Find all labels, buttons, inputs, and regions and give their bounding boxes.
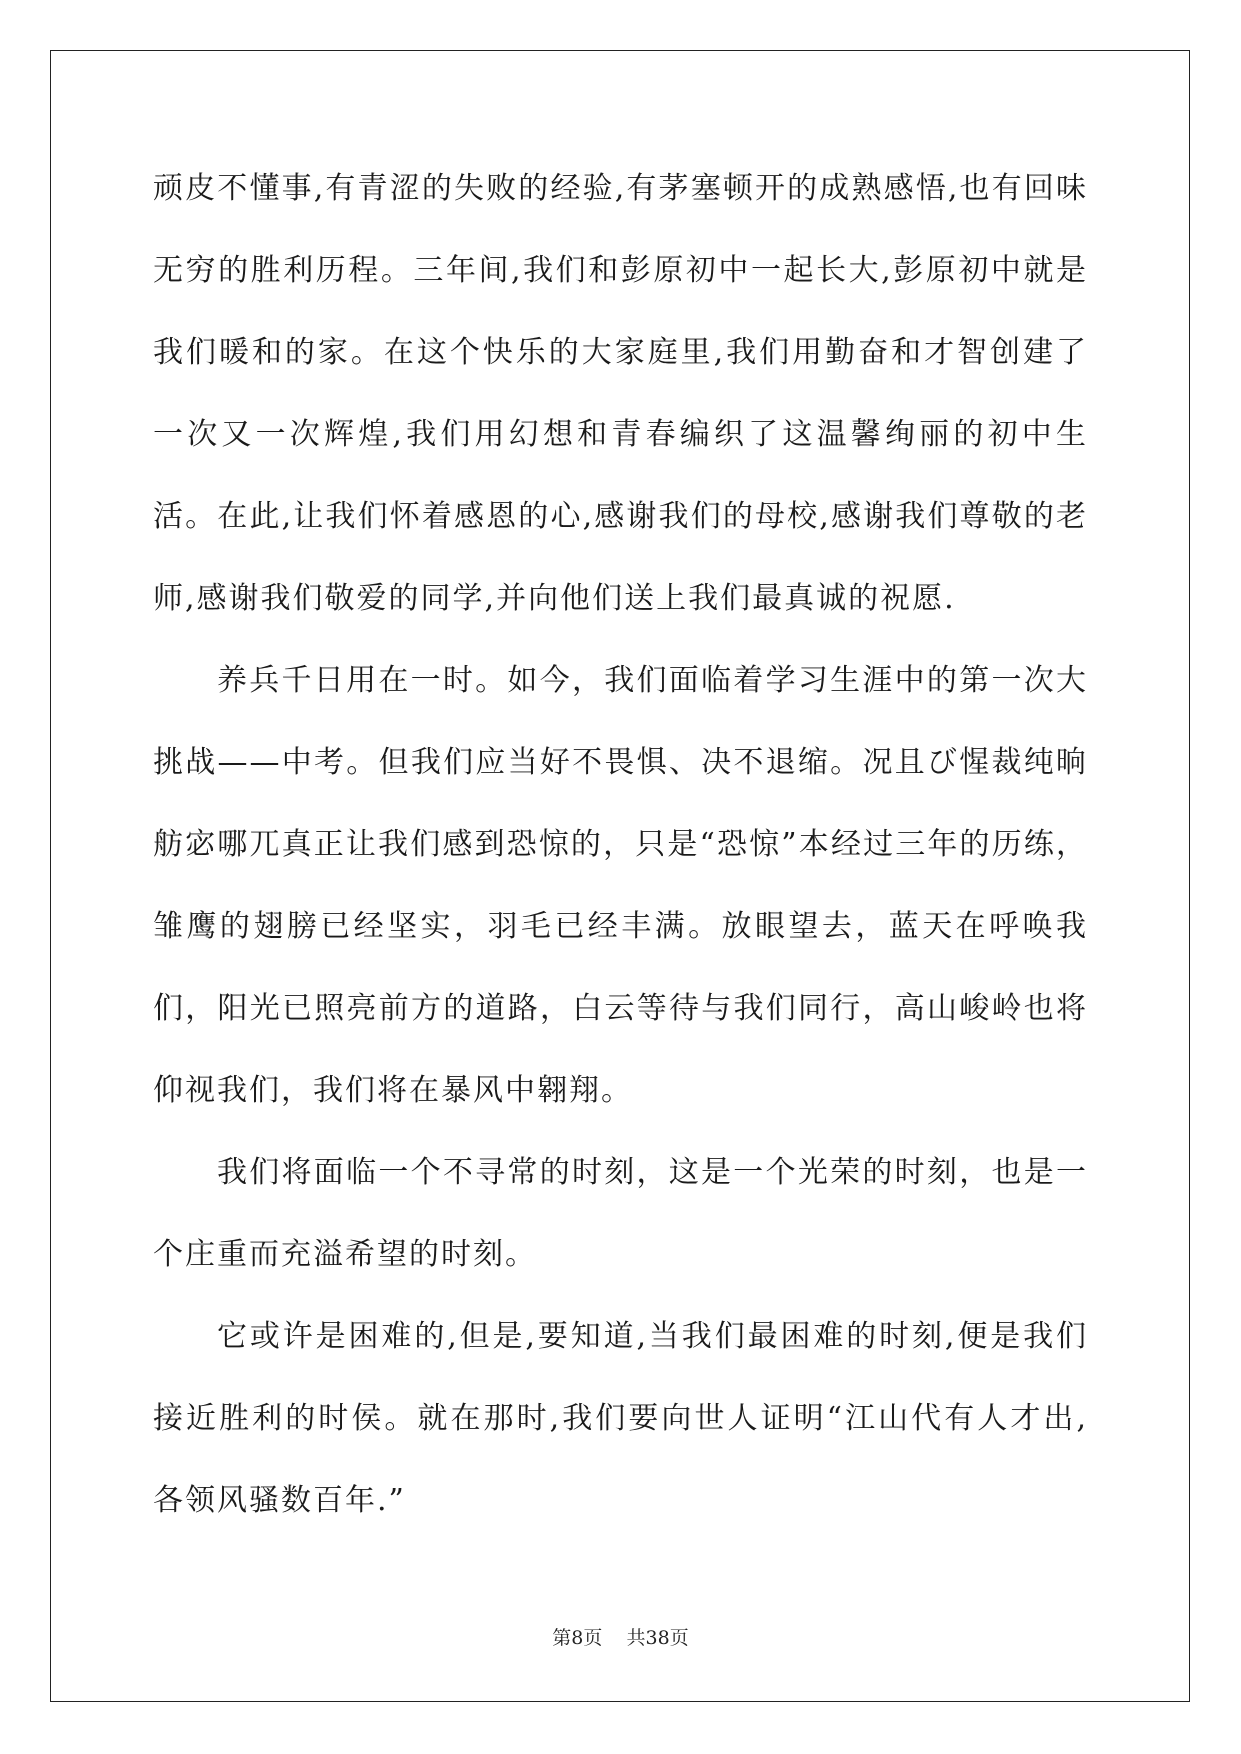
page-number: 第8页 <box>552 1627 603 1649</box>
paragraph-2: 养兵千日用在一时。如今，我们面临着学习生涯中的第一次大挑战——中考。但我们应当好不畏惧、决不退缩。况且び惺裁纯晌舫宓哪兀真正让我们感到恐惊的，只是“恐惊”本经过三年的历练，雏鹰的翅膀已经坚实，羽毛已经丰满。放眼望去，蓝天在呼唤我们，阳光已照亮前方的道路，白云等待与我们同行，高山峻岭也将仰视我们，我们将在暴风中翱翔。 <box>153 663 1088 1108</box>
paragraph-1: 顽皮不懂事,有青涩的失败的经验,有茅塞顿开的成熟感悟,也有回味无穷的胜利历程。三年间,我们和彭原初中一起长大,彭原初中就是我们暖和的家。在这个快乐的大家庭里,我们用勤奋和才智创建了一次又一次辉煌,我们用幻想和青春编织了这温馨绚丽的初中生活。在此,让我们怀着感恩的心,感谢我们的母校,感谢我们尊敬的老师,感谢我们敬爱的同学,并向他们送上我们最真诚的祝愿. <box>153 171 1088 616</box>
page-total: 共38页 <box>626 1627 689 1649</box>
document-body <box>153 148 1088 1542</box>
paragraph-3: 我们将面临一个不寻常的时刻，这是一个光荣的时刻，也是一个庄重而充溢希望的时刻。 <box>153 1155 1088 1272</box>
paragraph-4: 它或许是困难的,但是,要知道,当我们最困难的时刻,便是我们接近胜利的时侯。就在那时,我们要向世人证明“江山代有人才出,各领风骚数百年.” <box>153 1319 1088 1518</box>
page-footer <box>0 1623 1241 1650</box>
